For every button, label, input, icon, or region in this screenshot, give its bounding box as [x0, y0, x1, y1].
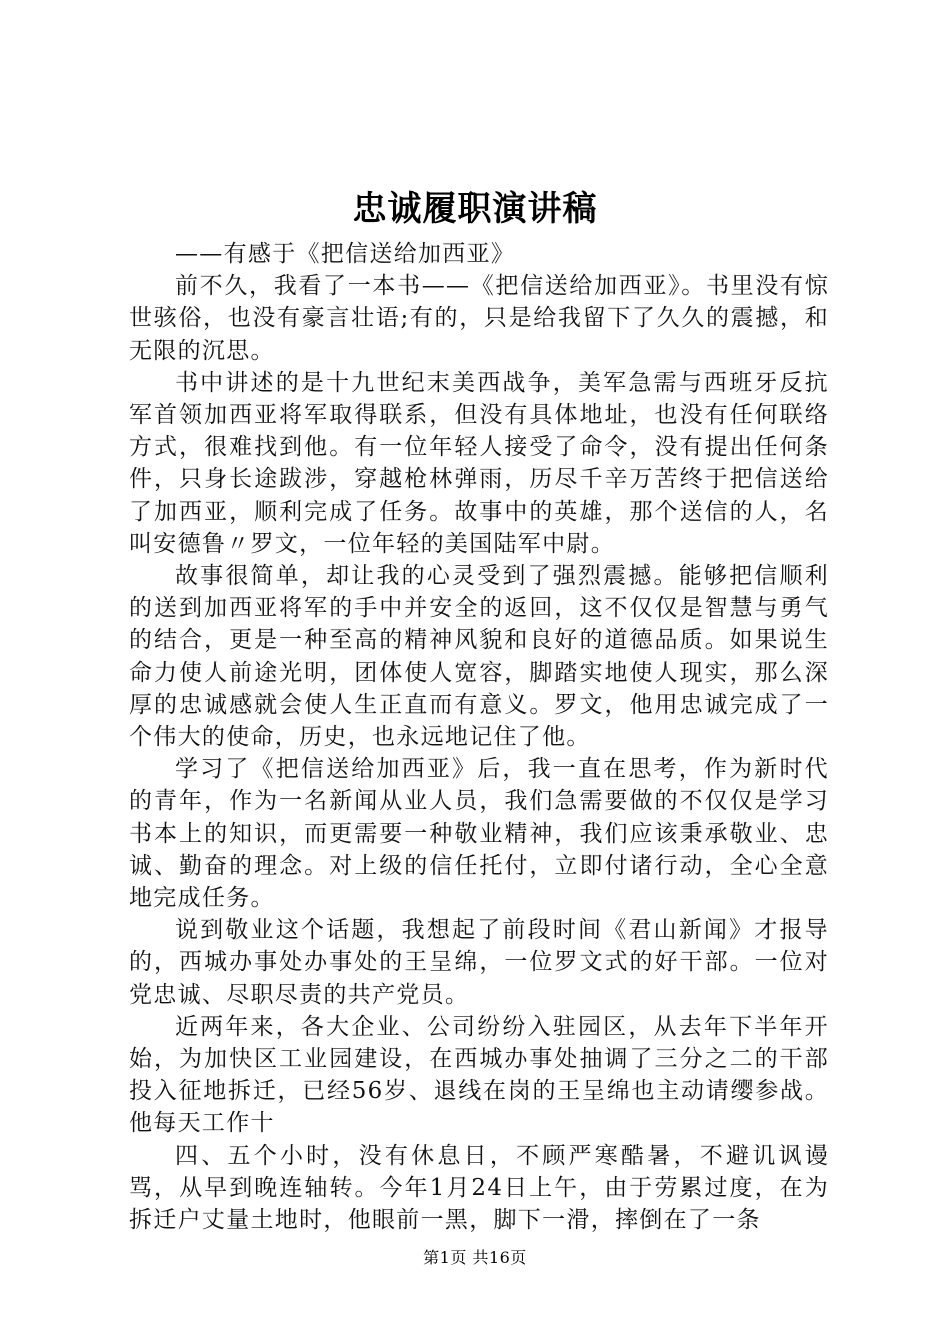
- paragraph-5: 说到敬业这个话题，我想起了前段时间《君山新闻》才报导的，西城办事处办事处的王呈绵，一位罗文式的好干部。一位对党忠诚、尽职尽责的共产党员。: [129, 917, 829, 1008]
- paragraph-7: 四、五个小时，没有休息日，不顾严寒酷暑，不避讥讽谩骂，从早到晚连轴转。今年1月24日上午，由于劳累过度，在为拆迁户丈量土地时，他眼前一黑，脚下一滑，摔倒在了一条: [129, 1142, 829, 1234]
- document-title: 忠诚履职演讲稿: [352, 189, 598, 229]
- document-subtitle: ——有感于《把信送给加西亚》: [175, 241, 516, 267]
- paragraph-2: 书中讲述的是十九世纪末美西战争，美军急需与西班牙反抗军首领加西亚将军取得联系，但没有具体地址，也没有任何联络方式，很难找到他。有一位年轻人接受了命令，没有提出任何条件，只身长途跋涉，穿越枪林弹雨，历尽千辛万苦终于把信送给了加西亚，顺利完成了任务。故事中的英雄，那个送信的人，名叫安德鲁〃罗文，一位年轻的美国陆军中尉。: [129, 369, 829, 557]
- paragraph-4: 学习了《把信送给加西亚》后，我一直在思考，作为新时代的青年，作为一名新闻从业人员，我们急需要做的不仅仅是学习书本上的知识，而更需要一种敬业精神，我们应该秉承敬业、忠诚、勤奋的理念。对上级的信任托付，立即付诸行动，全心全意地完成任务。: [129, 756, 829, 912]
- page-footer: 第1页 共16页: [423, 1248, 527, 1267]
- document-body: [129, 238, 829, 1236]
- paragraph-3: 故事很简单，却让我的心灵受到了强烈震撼。能够把信顺利的送到加西亚将军的手中并安全的返回，这不仅仅是智慧与勇气的结合，更是一种至高的精神风貌和良好的道德品质。如果说生命力使人前途光明，团体使人宽容，脚踏实地使人现实，那么深厚的忠诚感就会使人生正直而有意义。罗文，他用忠诚完成了一个伟大的使命，历史，也永远地记住了他。: [129, 563, 829, 751]
- paragraph-1: 前不久，我看了一本书——《把信送给加西亚》。书里没有惊世骇俗，也没有豪言壮语;有的，只是给我留下了久久的震撼，和无限的沉思。: [129, 273, 829, 364]
- paragraph-6: 近两年来，各大企业、公司纷纷入驻园区，从去年下半年开始，为加快区工业园建设，在西城办事处抽调了三分之二的干部投入征地拆迁，已经56岁、退线在岗的王呈绵也主动请缨参战。他每天工作十: [129, 1013, 829, 1137]
